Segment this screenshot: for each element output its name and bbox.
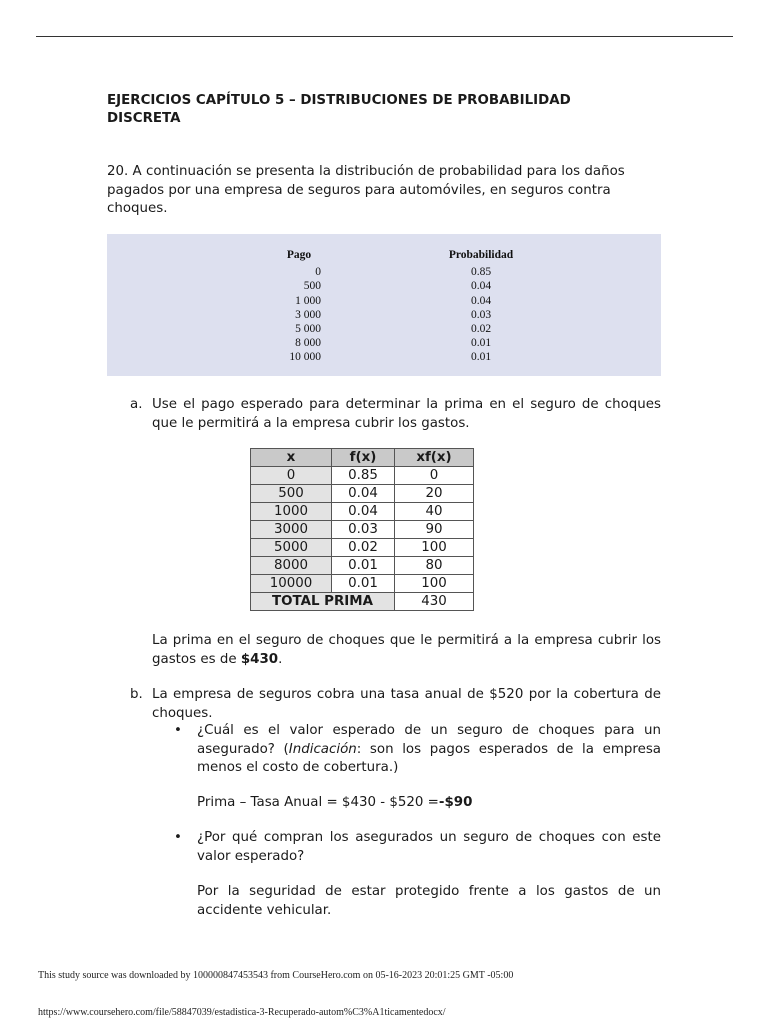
bullet-item-expected-value	[174, 722, 661, 778]
pago-cell: 10 000	[289, 351, 321, 364]
probability-cell: 0.01	[470, 351, 492, 364]
probability-cell: 0.04	[470, 294, 492, 307]
pago-cell: 0	[315, 266, 321, 279]
part-a-answer-text: La prima en el seguro de choques que le permitirá a la empresa cubrir los gastos es de	[152, 633, 661, 667]
x-cell: 0	[251, 467, 332, 485]
x-cell: 10000	[251, 575, 332, 593]
x-cell: 1000	[251, 503, 332, 521]
fx-cell: 0.01	[332, 557, 395, 575]
table-row	[277, 322, 521, 336]
table-row	[251, 503, 474, 521]
formula-result: -$90	[438, 795, 473, 810]
header-probabilidad: Probabilidad	[448, 249, 514, 261]
pago-cell: 8 000	[295, 337, 321, 350]
x-cell: 5000	[251, 539, 332, 557]
header-fx: f(x)	[332, 449, 395, 467]
header-x: x	[251, 449, 332, 467]
source-url: https://www.coursehero.com/file/58847039/estadistica-3-Recuperado-autom%C3%A1ticamentedocx/	[38, 1007, 446, 1018]
probability-distribution-image	[107, 234, 661, 376]
table-row	[251, 539, 474, 557]
bullet-1-question	[197, 722, 661, 778]
probability-cell: 0.03	[470, 308, 492, 321]
table-row	[251, 467, 474, 485]
table-row	[277, 308, 521, 322]
pago-cell: 1 000	[295, 294, 321, 307]
top-rule	[36, 36, 733, 37]
hint-label: Indicación	[288, 741, 357, 757]
fx-cell: 0.01	[332, 575, 395, 593]
pago-cell: 500	[303, 280, 321, 293]
bullet-1-text-start: ¿Cuál es el valor esperado de un seguro de choques para un asegurado? (	[197, 723, 661, 757]
probability-distribution-table	[277, 248, 521, 365]
total-label: TOTAL PRIMA	[251, 593, 395, 611]
xfx-cell: 90	[395, 521, 474, 539]
total-row	[251, 593, 474, 611]
part-a-question: Use el pago esperado para determinar la prima en el seguro de choques que le permitirá a la empresa cubrir los gastos.	[152, 397, 661, 431]
header-xfx: xf(x)	[395, 449, 474, 467]
table-row	[277, 350, 521, 364]
fx-cell: 0.85	[332, 467, 395, 485]
table-row	[251, 521, 474, 539]
xfx-cell: 20	[395, 485, 474, 503]
fx-cell: 0.04	[332, 485, 395, 503]
bullet-1-text-end: : son los pagos esperados de la empresa menos el costo de cobertura.)	[197, 741, 662, 775]
part-b-question: La empresa de seguros cobra una tasa anual de $520 por la cobertura de choques.	[152, 687, 661, 721]
probability-cell: 0.02	[470, 323, 492, 336]
formula-line	[197, 794, 661, 813]
bullet-2-answer: Por la seguridad de estar protegido frente a los gastos de un accidente vehicular.	[197, 884, 661, 918]
fx-cell: 0.03	[332, 521, 395, 539]
bullet-icon: •	[174, 723, 182, 738]
part-a-answer-end: .	[278, 651, 283, 667]
fx-cell: 0.02	[332, 539, 395, 557]
table-row	[277, 279, 521, 293]
bullet-icon: •	[174, 830, 182, 845]
table-row	[251, 575, 474, 593]
x-cell: 8000	[251, 557, 332, 575]
table-row	[277, 336, 521, 350]
probability-cell: 0.04	[470, 280, 492, 293]
header-pago: Pago	[286, 249, 312, 261]
page-title: EJERCICIOS CAPÍTULO 5 – DISTRIBUCIONES DE PROBABILIDAD DISCRETA	[107, 93, 571, 126]
xfx-cell: 40	[395, 503, 474, 521]
xfx-cell: 100	[395, 539, 474, 557]
xfx-cell: 80	[395, 557, 474, 575]
part-a-answer-value: $430	[240, 651, 279, 667]
bullet-2-question: ¿Por qué compran los asegurados un seguro de choques con este valor esperado?	[197, 830, 661, 864]
part-a-answer	[152, 632, 661, 669]
list-marker-a: a.	[130, 397, 143, 412]
part-b	[130, 686, 661, 723]
table-row	[251, 557, 474, 575]
fx-cell: 0.04	[332, 503, 395, 521]
probability-cell: 0.85	[470, 266, 492, 279]
xfx-cell: 0	[395, 467, 474, 485]
table-row	[251, 485, 474, 503]
problem-statement: 20. A continuación se presenta la distribución de probabilidad para los daños pagados por una empresa de seguros para automóviles, en seguros contra choques.	[107, 164, 625, 216]
xfx-cell: 100	[395, 575, 474, 593]
pago-cell: 5 000	[295, 323, 321, 336]
part-a	[130, 396, 661, 433]
x-cell: 500	[251, 485, 332, 503]
table-row	[277, 265, 521, 279]
download-notice: This study source was downloaded by 100000847453543 from CourseHero.com on 05-16-2023 20:01:25 GMT -05:00	[38, 970, 514, 981]
probability-cell: 0.01	[470, 337, 492, 350]
total-value: 430	[395, 593, 474, 611]
bullet-item-why-buy	[174, 829, 661, 866]
expected-value-table	[250, 448, 474, 611]
list-marker-b: b.	[130, 687, 143, 702]
table-row	[277, 294, 521, 308]
formula-text: Prima – Tasa Anual = $430 - $520 =	[197, 795, 439, 810]
pago-cell: 3 000	[295, 308, 321, 321]
x-cell: 3000	[251, 521, 332, 539]
